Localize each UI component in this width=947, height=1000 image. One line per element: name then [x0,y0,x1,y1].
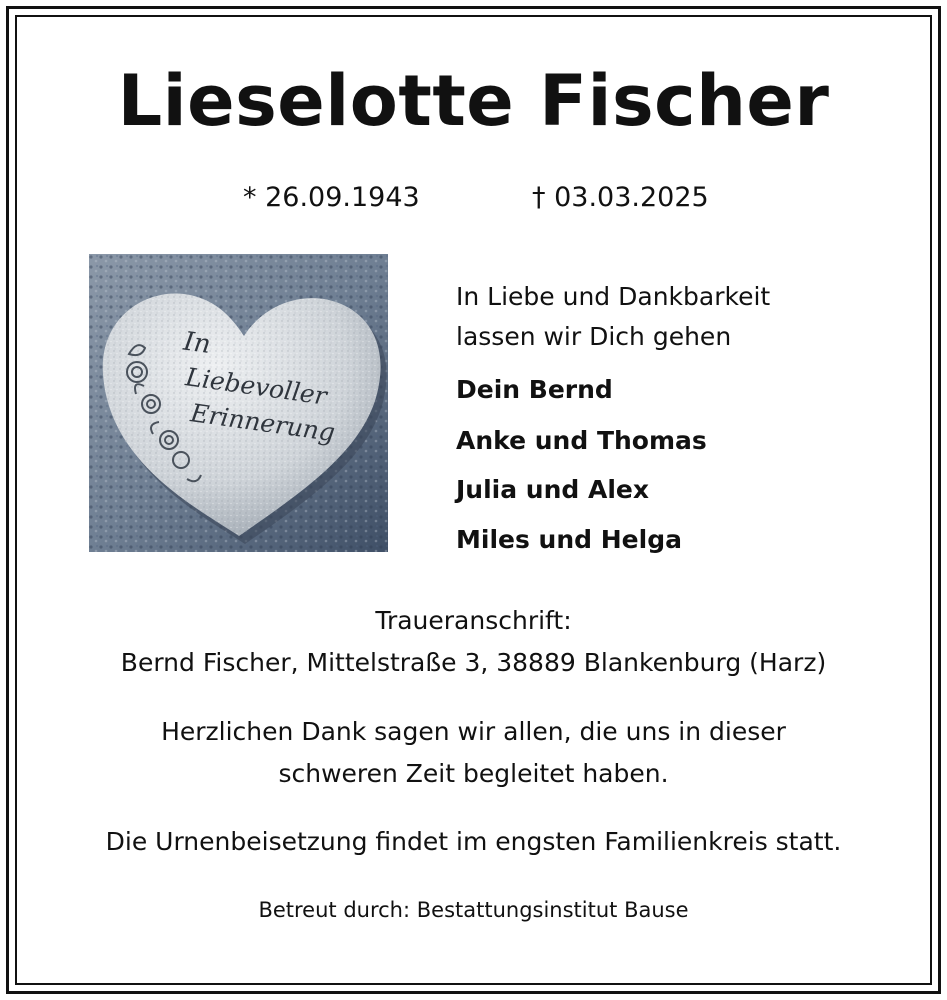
death-date: † 03.03.2025 [532,182,709,213]
heart-text-line-3: Erinnerung [188,398,337,448]
heart-text-line-1: In [181,326,213,361]
family-member-3: Julia und Alex [456,475,650,504]
intro-line-1: In Liebe und Dankbarkeit [456,282,771,311]
address-text: Bernd Fischer, Mittelstraße 3, 38889 Blankenburg (Harz) [120,648,827,677]
undertaker-note: Betreut durch: Bestattungsinstitut Bause [258,898,689,922]
family-member-4: Miles und Helga [456,525,682,554]
deceased-name: Lieselotte Fischer [117,60,830,142]
birth-date: * 26.09.1943 [243,182,420,213]
family-member-2: Anke und Thomas [456,426,707,455]
address-label: Traueranschrift: [375,606,572,635]
family-member-1: Dein Bernd [456,375,613,404]
thanks-line-1: Herzlichen Dank sagen wir allen, die uns in dieser [161,717,786,746]
heart-text-line-2: Liebevoller [183,362,329,411]
stone-heart-photo [89,254,388,552]
thanks-line-2: schweren Zeit begleitet haben. [278,759,669,788]
intro-line-2: lassen wir Dich gehen [456,322,732,351]
burial-note: Die Urnenbeisetzung findet im engsten Familienkreis statt. [105,827,842,856]
